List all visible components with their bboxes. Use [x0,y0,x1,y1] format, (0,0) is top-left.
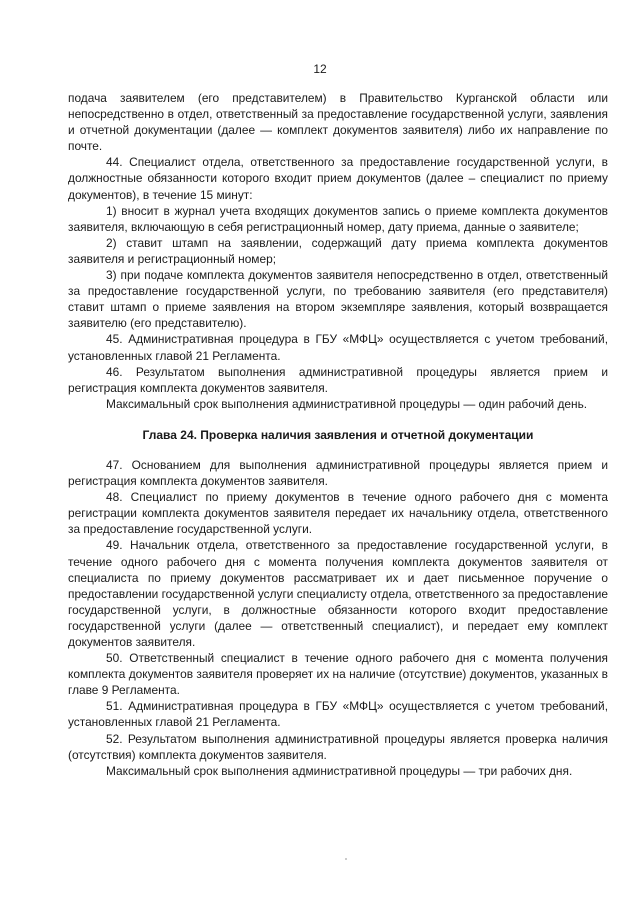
paragraph-47: 47. Основанием для выполнения административной процедуры является прием и регистрация комплекта документов заявителя. [68,457,608,489]
scan-speck [345,858,347,860]
paragraph-49: 49. Начальник отдела, ответственного за предоставление государственной услуги, в течение одного рабочего дня с момента получения комплекта документов заявителя от специалиста по приему документов рассматривает их и дает письменное поручение о предоставлении государственной услуги специалисту отдела, ответственного за предоставление государственной услуги, в должностные обязанности которого входит предоставление государственной услуги (далее — ответственный специалист), и передает ему комплект документов заявителя. [68,538,608,649]
paragraph-50: 50. Ответственный специалист в течение одного рабочего дня с момента получения комплекта документов заявителя проверяет их на наличие (отсутствие) документов, указанных в главе 9 Регламента. [68,651,608,698]
paragraph-continuation: подача заявителем (его представителем) в Правительство Курганской области или непосредственно в отдел, ответственный за предоставление государственной услуги, заявления и отчетной документации (далее — комплект документов заявителя) либо их направление по почте. [68,91,608,154]
paragraph-44: 44. Специалист отдела, ответственного за предоставление государственной услуги, в должностные обязанности которого входит прием документов (далее – специалист по приему документов), в течение 15 минут: [68,155,608,202]
list-item-3: 3) при подаче комплекта документов заявителя непосредственно в отдел, ответственный за предоставление государственной услуги, по требованию заявителя (его представителя) ставит штамп о приеме заявления на втором экземпляре заявления, который возвращается заявителю (его представителю). [68,268,608,331]
paragraph-52: 52. Результатом выполнения административной процедуры является проверка наличия (отсутствия) комплекта документов заявителя. [68,731,608,762]
document-body [68,90,608,779]
list-item-2: 2) ставит штамп на заявлении, содержащий дату приема комплекта документов заявителя и регистрационный номер; [68,235,608,266]
paragraph-48: 48. Специалист по приему документов в течение одного рабочего дня с момента регистрации комплекта документов заявителя передает их начальнику отдела, ответственного за предоставление государственной услуги. [68,490,608,537]
paragraph-45: 45. Административная процедура в ГБУ «МФЦ» осуществляется с учетом требований, установленных главой 21 Регламента. [68,332,608,363]
paragraph-max-term-1: Максимальный срок выполнения административной процедуры — один рабочий день. [106,396,588,411]
page-number: 12 [313,62,327,76]
chapter-title: Глава 24. Проверка наличия заявления и отчетной документации [142,427,534,442]
paragraph-46: 46. Результатом выполнения административной процедуры является прием и регистрация комплекта документов заявителя. [68,364,608,395]
paragraph-max-term-2: Максимальный срок выполнения административной процедуры — три рабочих дня. [106,763,573,778]
paragraph-51: 51. Административная процедура в ГБУ «МФЦ» осуществляется с учетом требований, установленных главой 21 Регламента. [68,699,608,730]
list-item-1: 1) вносит в журнал учета входящих документов запись о приеме комплекта документов заявителя, включающую в себя регистрационный номер, дату приема, данные о заявителе; [68,203,608,234]
